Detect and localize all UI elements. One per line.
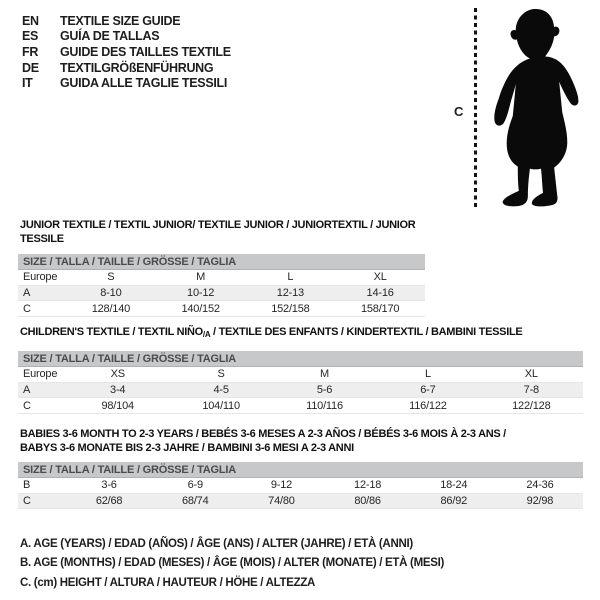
value-cell: 98/104 [101, 399, 134, 412]
size-header-cell: L [287, 271, 294, 284]
value-cell: 24-36 [526, 479, 554, 492]
heading-text: CHILDREN'S TEXTILE / TEXTIL NIÑO [20, 326, 203, 338]
value-cell: 86/92 [440, 495, 468, 508]
language-title-list [22, 13, 231, 91]
height-dashed-line [474, 8, 477, 207]
language-code: ES [22, 29, 39, 44]
value-cell: 14-16 [366, 287, 394, 300]
table-row [18, 383, 583, 399]
table-row [18, 398, 583, 414]
babies-textile-table [18, 427, 583, 509]
size-header-cell: M [196, 271, 206, 284]
size-bar: SIZE / TALLA / TAILLE / GRÖSSE / TAGLIA [18, 254, 425, 270]
value-cell: 92/98 [526, 495, 554, 508]
guide-title: GUIDE DES TAILLES TEXTILE [60, 44, 231, 59]
language-code: EN [22, 13, 39, 28]
value-cell: 62/68 [95, 495, 123, 508]
value-cell: 3-4 [110, 384, 126, 397]
children-table-heading [20, 325, 583, 342]
value-cell: 5-6 [316, 384, 333, 397]
language-row [22, 13, 231, 29]
region-header-cell: Europe [23, 271, 58, 284]
value-cell: 9-12 [270, 479, 293, 492]
legend-notes [20, 535, 444, 593]
size-header-cell: S [217, 368, 225, 381]
babies-table-heading-line1: BABIES 3-6 MONTH TO 2-3 YEARS / BEBÉS 3-6 MESES A 2-3 AÑOS / BÉBÉS 3-6 MOIS À 2-3 ANS / [20, 428, 506, 440]
size-header-cell: L [424, 368, 431, 381]
value-cell: 3-6 [101, 479, 117, 492]
value-cell: 74/80 [268, 495, 295, 508]
guide-title: GUIDA ALLE TAGLIE TESSILI [60, 76, 228, 91]
babies-table-heading-line2: BABYS 3-6 MONATE BIS 2-3 JAHRE / BAMBINI 3-6 MESI A 2-3 ANNI [20, 442, 354, 454]
value-cell: 8-10 [100, 287, 122, 300]
guide-title: GUÍA DE TALLAS [60, 29, 160, 44]
heading-text: / TEXTILE DES ENFANTS / KINDERTEXTIL / BAMBINI TESSILE [210, 326, 523, 338]
junior-table-heading: JUNIOR TEXTILE / TEXTIL JUNIOR/ TEXTILE JUNIOR / JUNIORTEXTIL / JUNIOR TESSILE [20, 219, 416, 245]
value-cell: 68/74 [181, 495, 209, 508]
note-age-months: B. AGE (MONTHS) / EDAD (MESES) / ÂGE (MOIS) / ALTER (MONATE) / ETÀ (MESI) [20, 557, 445, 570]
table-row [18, 301, 425, 317]
value-cell: 4-5 [213, 384, 229, 397]
size-header-cell: M [320, 368, 329, 381]
value-cell: 140/152 [181, 302, 220, 315]
table-row [18, 286, 425, 302]
guide-title: TEXTILGRÖßENFÜHRUNG [60, 60, 214, 75]
value-cell: 6-9 [187, 479, 203, 492]
table-header-row [18, 367, 583, 383]
table-row [18, 494, 583, 510]
baby-silhouette [486, 3, 592, 210]
note-height-cm: C. (cm) HEIGHT / ALTURA / HAUTEUR / HÖHE / ALTEZZA [20, 576, 316, 589]
value-cell: 6-7 [420, 384, 436, 397]
size-bar: SIZE / TALLA / TAILLE / GRÖSSE / TAGLIA [18, 462, 583, 478]
row-label: B [23, 479, 31, 492]
language-code: IT [22, 76, 33, 91]
value-cell: 12-18 [354, 479, 382, 492]
language-row [22, 60, 231, 76]
value-cell: 10-12 [187, 287, 215, 300]
region-header-cell: Europe [23, 368, 58, 381]
row-label: A [23, 287, 31, 300]
junior-textile-table [18, 218, 425, 317]
value-cell: 122/128 [512, 399, 551, 412]
value-cell: 152/158 [271, 302, 310, 315]
language-code: FR [22, 44, 39, 59]
language-code: DE [22, 60, 39, 75]
guide-title: TEXTILE SIZE GUIDE [60, 13, 181, 28]
row-label: A [23, 384, 31, 397]
value-cell: 158/170 [360, 302, 400, 315]
value-cell: 116/122 [409, 399, 447, 412]
value-cell: 110/116 [306, 399, 343, 412]
language-row [22, 29, 231, 45]
size-header-cell: XL [373, 271, 387, 284]
size-header-cell: XS [110, 368, 125, 381]
table-row [18, 478, 583, 494]
note-age-years: A. AGE (YEARS) / EDAD (AÑOS) / ÂGE (ANS) / ALTER (JAHRE) / ETÀ (ANNI) [20, 538, 413, 550]
table-header-row [18, 270, 425, 286]
value-cell: 12-13 [276, 287, 304, 300]
size-header-cell: XL [524, 368, 538, 381]
row-label: C [23, 495, 31, 508]
children-textile-table [18, 325, 583, 414]
value-cell: 104/110 [202, 399, 240, 412]
language-row [22, 44, 231, 60]
value-cell: 128/140 [91, 302, 131, 315]
value-cell: 7-8 [523, 384, 539, 397]
height-measure-label: C [454, 104, 464, 119]
row-label: C [23, 302, 31, 315]
size-header-cell: S [107, 271, 115, 284]
value-cell: 80/86 [354, 495, 381, 508]
language-row [22, 75, 231, 91]
heading-subscript: /A [202, 330, 211, 339]
size-bar: SIZE / TALLA / TAILLE / GRÖSSE / TAGLIA [18, 351, 583, 367]
value-cell: 18-24 [440, 479, 468, 492]
row-label: C [23, 399, 31, 412]
height-measure-figure [440, 0, 600, 215]
